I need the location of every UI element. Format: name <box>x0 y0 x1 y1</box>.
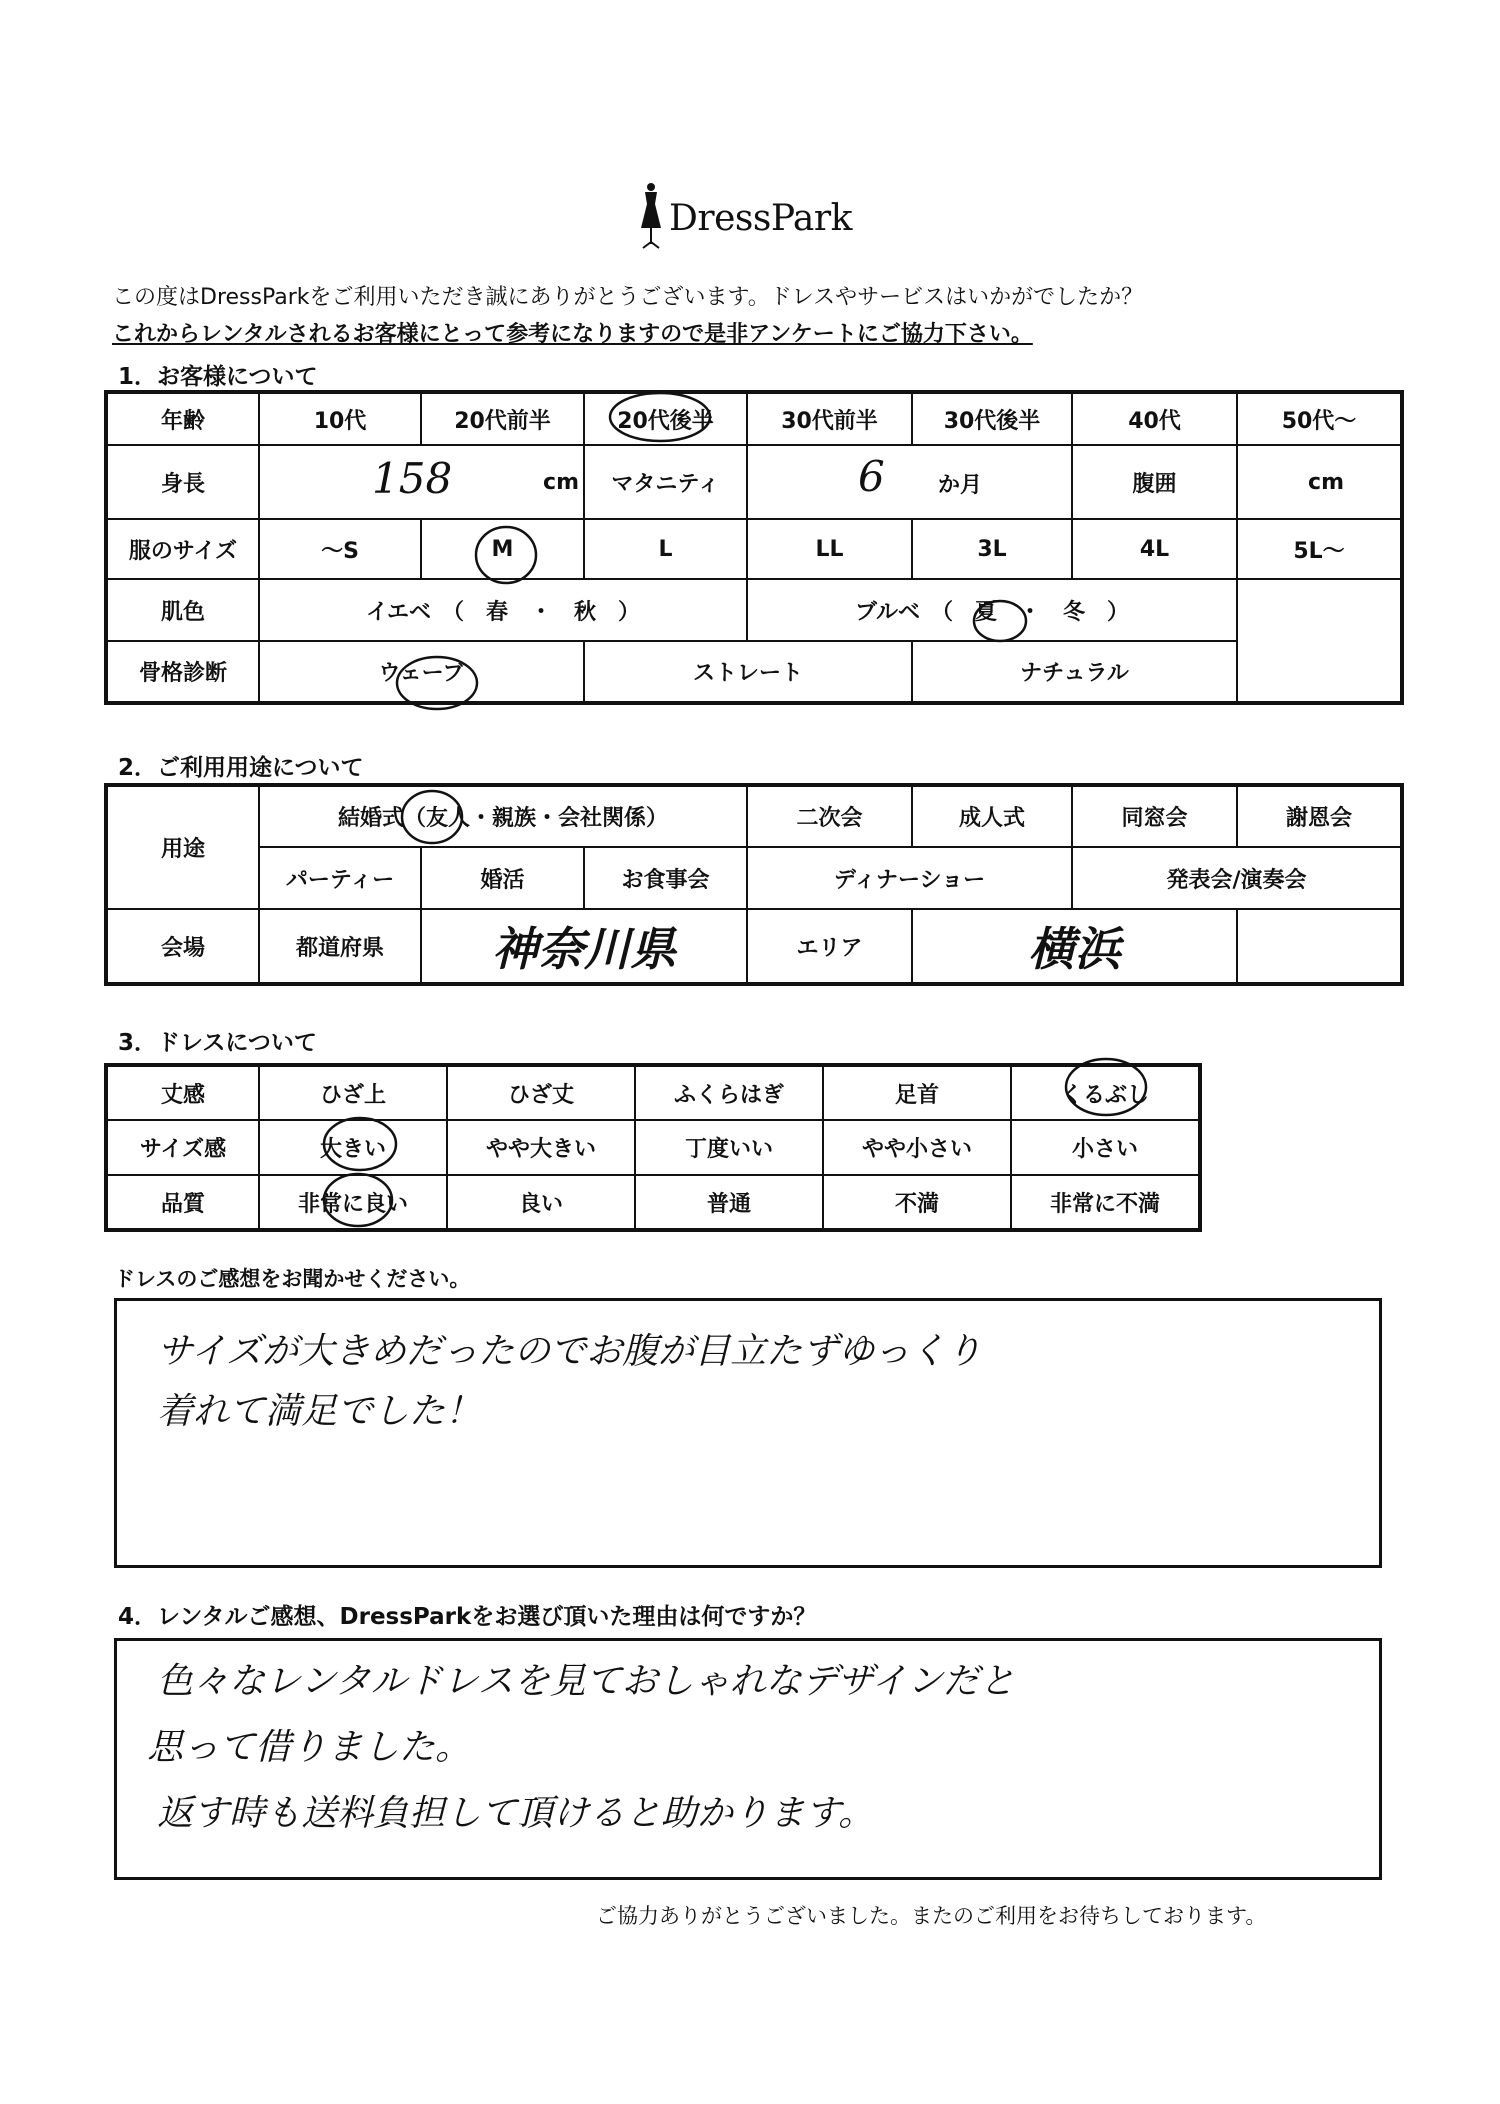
length-label: 丈感 <box>106 1065 259 1120</box>
reason-line: 思って借りました。 <box>147 1727 472 1768</box>
age-option[interactable]: 30代後半 <box>912 392 1072 445</box>
size-option[interactable]: ～S <box>259 519 421 579</box>
size-option[interactable]: LL <box>747 519 912 579</box>
size-label: 服のサイズ <box>106 519 259 579</box>
length-option[interactable]: くるぶし <box>1011 1065 1200 1120</box>
dress-comment-prompt: ドレスのご感想をお聞かせください。 <box>114 1267 471 1291</box>
purpose-option[interactable]: 二次会 <box>747 785 912 847</box>
age-option[interactable]: 10代 <box>259 392 421 445</box>
area-label: エリア <box>747 909 912 984</box>
area-value[interactable]: 横浜 <box>912 909 1237 984</box>
purpose-option[interactable]: 同窓会 <box>1072 785 1237 847</box>
reason-box[interactable] <box>114 1638 1382 1880</box>
prefecture-label: 都道府県 <box>259 909 421 984</box>
height-value: 158 <box>372 454 453 503</box>
quality-option[interactable]: 非常に不満 <box>1011 1175 1200 1230</box>
purpose-option[interactable]: 婚活 <box>421 847 584 909</box>
maternity-field[interactable] <box>747 445 1072 519</box>
maternity-unit: か月 <box>938 473 983 498</box>
age-label: 年齢 <box>106 392 259 445</box>
section2-title: 2．ご利用用途について <box>118 755 364 781</box>
length-row <box>106 1065 1200 1120</box>
reason-line: 返す時も送料負担して頂けると助かります。 <box>157 1793 875 1834</box>
customer-table <box>104 390 1404 705</box>
purpose-option[interactable]: 発表会/演奏会 <box>1072 847 1402 909</box>
empty-cell <box>1237 579 1402 641</box>
size-option[interactable]: 4L <box>1072 519 1237 579</box>
fit-option[interactable]: 大きい <box>259 1120 447 1175</box>
fit-label: サイズ感 <box>106 1120 259 1175</box>
comment-line: サイズが大きめだったのでお腹が目立たずゆっくり <box>157 1331 982 1372</box>
size-row <box>106 519 1402 579</box>
height-field[interactable] <box>259 445 584 519</box>
comment-line: 着れて満足でした！ <box>157 1391 482 1432</box>
intro-text: この度はDressParkをご利用いただき誠にありがとうございます。ドレスやサービスはいかがでしたか？ <box>112 285 1144 310</box>
purpose-option[interactable]: 謝恩会 <box>1237 785 1402 847</box>
dress-comment-box[interactable] <box>114 1298 1382 1568</box>
length-option[interactable]: 足首 <box>823 1065 1011 1120</box>
waist-label: 腹囲 <box>1072 445 1237 519</box>
body-row <box>106 445 1402 519</box>
fit-row <box>106 1120 1200 1175</box>
skeleton-option[interactable]: ナチュラル <box>912 641 1237 703</box>
skeleton-row <box>106 641 1402 703</box>
intro-request: これからレンタルされるお客様にとって参考になりますので是非アンケートにご協力下さい。 <box>112 322 1033 347</box>
purpose-label: 用途 <box>106 785 259 909</box>
empty-cell <box>1237 641 1402 703</box>
purpose-row-2 <box>106 847 1402 909</box>
closing-message: ご協力ありがとうございました。またのご利用をお待ちしております。 <box>596 1904 1267 1928</box>
fit-option[interactable]: やや小さい <box>823 1120 1011 1175</box>
venue-label: 会場 <box>106 909 259 984</box>
skeleton-option[interactable]: ウェーブ <box>259 641 584 703</box>
length-option[interactable]: ふくらはぎ <box>635 1065 823 1120</box>
skeleton-label: 骨格診断 <box>106 641 259 703</box>
skin-blue-option[interactable]: ブルベ （ 夏 ・ 冬 ） <box>747 579 1237 641</box>
waist-unit: cm <box>1308 469 1344 495</box>
age-option[interactable]: 50代～ <box>1237 392 1402 445</box>
quality-label: 品質 <box>106 1175 259 1230</box>
purpose-option[interactable]: お食事会 <box>584 847 747 909</box>
length-option[interactable]: ひざ上 <box>259 1065 447 1120</box>
dresspark-logo <box>625 178 855 253</box>
dress-form-icon <box>633 182 669 252</box>
skin-yellow-option[interactable]: イエベ （ 春 ・ 秋 ） <box>259 579 747 641</box>
quality-option[interactable]: 良い <box>447 1175 635 1230</box>
quality-option[interactable]: 不満 <box>823 1175 1011 1230</box>
age-option[interactable]: 20代後半 <box>584 392 747 445</box>
size-option[interactable]: 3L <box>912 519 1072 579</box>
skin-label: 肌色 <box>106 579 259 641</box>
purpose-option[interactable]: ディナーショー <box>747 847 1072 909</box>
quality-option[interactable]: 非常に良い <box>259 1175 447 1230</box>
age-option[interactable]: 20代前半 <box>421 392 584 445</box>
empty-cell <box>1237 909 1402 984</box>
length-option[interactable]: ひざ丈 <box>447 1065 635 1120</box>
fit-option[interactable]: 小さい <box>1011 1120 1200 1175</box>
logo-text: DressPark <box>669 198 852 239</box>
size-option[interactable]: L <box>584 519 747 579</box>
maternity-value: 6 <box>858 452 885 501</box>
venue-row <box>106 909 1402 984</box>
quality-option[interactable]: 普通 <box>635 1175 823 1230</box>
fit-option[interactable]: やや大きい <box>447 1120 635 1175</box>
purpose-option[interactable]: パーティー <box>259 847 421 909</box>
reason-line: 色々なレンタルドレスを見ておしゃれなデザインだと <box>157 1661 1016 1702</box>
purpose-option[interactable]: 成人式 <box>912 785 1072 847</box>
age-row <box>106 392 1402 445</box>
prefecture-value[interactable]: 神奈川県 <box>421 909 747 984</box>
maternity-label: マタニティ <box>584 445 747 519</box>
usage-table <box>104 783 1404 986</box>
age-option[interactable]: 30代前半 <box>747 392 912 445</box>
quality-row <box>106 1175 1200 1230</box>
section3-title: 3．ドレスについて <box>118 1030 317 1056</box>
section1-title: 1．お客様について <box>118 364 318 390</box>
fit-option[interactable]: 丁度いい <box>635 1120 823 1175</box>
purpose-option[interactable]: 結婚式（友人・親族・会社関係） <box>259 785 747 847</box>
purpose-row-1 <box>106 785 1402 847</box>
skeleton-option[interactable]: ストレート <box>584 641 912 703</box>
size-option[interactable]: M <box>421 519 584 579</box>
waist-field[interactable] <box>1237 445 1402 519</box>
skin-row <box>106 579 1402 641</box>
height-label: 身長 <box>106 445 259 519</box>
age-option[interactable]: 40代 <box>1072 392 1237 445</box>
size-option[interactable]: 5L～ <box>1237 519 1402 579</box>
dress-table <box>104 1063 1202 1232</box>
height-unit: cm <box>543 470 579 495</box>
section4-title: 4．レンタルご感想、DressParkをお選び頂いた理由は何ですか？ <box>118 1604 817 1630</box>
